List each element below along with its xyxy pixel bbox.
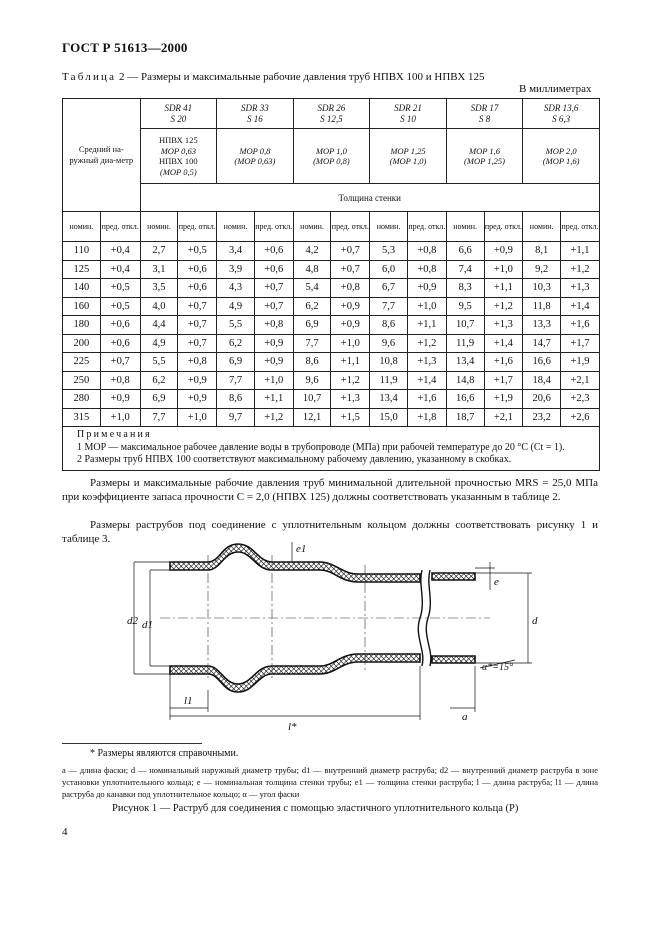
table-cell: +1,0 <box>408 297 447 316</box>
document-header: ГОСТ Р 51613—2000 <box>62 40 188 55</box>
table-cell: 3,1 <box>140 260 178 279</box>
page-number: 4 <box>62 826 68 838</box>
col-nominal: номин. <box>370 212 408 242</box>
table-cell: 9,2 <box>523 260 561 279</box>
mop-line: MOP 2,0 <box>545 145 577 156</box>
table-cell: 6,6 <box>446 242 484 261</box>
label-a: a <box>462 711 468 723</box>
table-cell: +0,6 <box>100 316 140 335</box>
table-cell: 9,7 <box>217 408 255 427</box>
table-cell: +0,7 <box>331 242 370 261</box>
mop-line: НПВХ 100 <box>158 156 198 166</box>
table-cell: +1,2 <box>484 297 523 316</box>
mop-header-5 <box>523 129 600 184</box>
table-cell: +1,0 <box>331 334 370 353</box>
table-row <box>63 242 600 261</box>
table-cell: +1,4 <box>484 334 523 353</box>
mop-line: (MOP 1,6) <box>542 156 580 166</box>
table-cell: +0,8 <box>408 260 447 279</box>
socket-wall-bottom <box>170 654 420 692</box>
table-cell: +1,3 <box>331 390 370 409</box>
table-cell: 250 <box>63 371 101 390</box>
table-cell: 140 <box>63 279 101 298</box>
table-caption-text: 2 — Размеры и максимальные рабочие давления труб НПВХ 100 и НПВХ 125 <box>116 71 485 83</box>
col-nominal: номин. <box>63 212 101 242</box>
table-cell: 4,3 <box>217 279 255 298</box>
table-row <box>63 408 600 427</box>
table-cell: 7,7 <box>293 334 331 353</box>
table-cell: +0,8 <box>178 353 217 372</box>
table-cell: +2,6 <box>561 408 600 427</box>
mop-line: (MOP 0,63) <box>234 156 276 166</box>
table-cell: +0,9 <box>331 316 370 335</box>
table-cell: 5,3 <box>370 242 408 261</box>
footnote: * Размеры являются справочными. <box>90 748 239 759</box>
s-value: S 8 <box>478 113 491 124</box>
table-cell: +1,6 <box>484 353 523 372</box>
figure-legend: a — длина фаски; d — номинальный наружный диаметр трубы; d1 — внутренний диаметр раструба; d2 — внутренний диаметр раструба в зоне установки уплотнительного кольца; e — номинальная толщина стенки трубы; e1 — толщина стенки раструба; l — длина раструба; l1 — длина раструба до канавки под уплотнительное кольцо; α — угол фаски <box>62 765 598 799</box>
table-cell: +1,7 <box>484 371 523 390</box>
table-cell: 16,6 <box>523 353 561 372</box>
units-label: В миллиметрах <box>519 83 592 95</box>
label-e1: e1 <box>296 543 307 555</box>
table-row <box>63 279 600 298</box>
mop-line: MOP 1,25 <box>390 145 426 156</box>
table-cell: +1,6 <box>561 316 600 335</box>
table-cell: +0,7 <box>254 297 293 316</box>
table-cell: +0,8 <box>331 279 370 298</box>
table-cell: 18,7 <box>446 408 484 427</box>
table-cell: +0,9 <box>254 334 293 353</box>
table-cell: +0,8 <box>100 371 140 390</box>
table-cell: +1,1 <box>484 279 523 298</box>
table-cell: +1,1 <box>254 390 293 409</box>
mop-line: (MOP 1,0) <box>389 156 427 166</box>
table-cell: 10,8 <box>370 353 408 372</box>
table-cell: +0,6 <box>254 242 293 261</box>
table-cell: 180 <box>63 316 101 335</box>
mop-line: MOP 0,63 <box>160 145 196 156</box>
table-cell: +1,0 <box>254 371 293 390</box>
table-cell: 315 <box>63 408 101 427</box>
table-cell: +1,1 <box>408 316 447 335</box>
table-cell: 7,7 <box>370 297 408 316</box>
table-cell: +1,1 <box>561 242 600 261</box>
table-cell: +1,4 <box>561 297 600 316</box>
mop-header-3 <box>370 129 447 184</box>
table-cell: 4,0 <box>140 297 178 316</box>
s-value: S 10 <box>400 113 416 124</box>
table-row <box>63 297 600 316</box>
table-cell: 160 <box>63 297 101 316</box>
table-row <box>63 390 600 409</box>
table-cell: 8,6 <box>370 316 408 335</box>
sdr-header-1 <box>217 99 294 129</box>
table-cell: +0,5 <box>100 297 140 316</box>
mop-line: MOP 0,8 <box>239 145 271 156</box>
table-cell: 13,4 <box>370 390 408 409</box>
label-alpha: α*=15° <box>482 662 513 673</box>
table-cell: 8,6 <box>217 390 255 409</box>
table-cell: +0,9 <box>331 297 370 316</box>
table-cell: 4,9 <box>140 334 178 353</box>
table-cell: 225 <box>63 353 101 372</box>
table-cell: +2,1 <box>561 371 600 390</box>
mop-header-row <box>63 129 600 184</box>
sdr-value: SDR 41 <box>164 102 193 113</box>
table-cell: +0,7 <box>254 279 293 298</box>
table-cell: 10,7 <box>446 316 484 335</box>
sdr-header-row <box>63 99 600 129</box>
table-cell: 4,8 <box>293 260 331 279</box>
table-cell: +0,9 <box>178 371 217 390</box>
table-cell: 8,3 <box>446 279 484 298</box>
table-row <box>63 316 600 335</box>
table-cell: 125 <box>63 260 101 279</box>
table-cell: 6,9 <box>293 316 331 335</box>
table-cell: 3,5 <box>140 279 178 298</box>
table-cell: 200 <box>63 334 101 353</box>
mop-header-1 <box>217 129 294 184</box>
table-cell: 13,4 <box>446 353 484 372</box>
table-cell: 110 <box>63 242 101 261</box>
table-cell: +0,7 <box>331 260 370 279</box>
table-cell: 18,4 <box>523 371 561 390</box>
table-cell: +0,9 <box>484 242 523 261</box>
paragraph-1: Размеры и максимальные рабочие давления труб минимальной длительной прочностью MRS = 25,0 МПа при коэффициенте запаса прочности C = 2,0 (НПВХ 125) должны соответствовать указанным в таблице 2. <box>62 477 598 503</box>
table-cell: +1,6 <box>408 390 447 409</box>
table-cell: 14,7 <box>523 334 561 353</box>
table-cell: +0,6 <box>100 334 140 353</box>
pipe-wall-bottom <box>432 656 475 663</box>
sdr-header-0 <box>140 99 217 129</box>
wall-thickness-header: Толщина стенки <box>140 184 599 212</box>
table-cell: 6,9 <box>140 390 178 409</box>
notes-title: Примечания <box>77 429 152 440</box>
table-cell: 9,5 <box>446 297 484 316</box>
label-d2: d2 <box>127 615 138 627</box>
table-cell: 2,7 <box>140 242 178 261</box>
table-cell: +1,0 <box>100 408 140 427</box>
table-cell: 20,6 <box>523 390 561 409</box>
table-caption-prefix: Таблица <box>62 71 117 83</box>
label-d1: d1 <box>142 619 153 631</box>
table-cell: +1,9 <box>561 353 600 372</box>
col-nominal: номин. <box>293 212 331 242</box>
table-cell: 4,2 <box>293 242 331 261</box>
s-value: S 20 <box>170 113 187 124</box>
table-cell: 16,6 <box>446 390 484 409</box>
col-nominal: номин. <box>217 212 255 242</box>
table-cell: +1,2 <box>331 371 370 390</box>
column-subheader-row <box>63 212 600 242</box>
table-cell: +0,6 <box>254 260 293 279</box>
label-d: d <box>532 615 538 627</box>
table-notes <box>62 427 600 471</box>
table-cell: 11,8 <box>523 297 561 316</box>
table-cell: 15,0 <box>370 408 408 427</box>
table-row <box>63 353 600 372</box>
label-l1: l1 <box>184 695 193 707</box>
col-tolerance: пред. откл. <box>100 212 140 242</box>
table-cell: 5,5 <box>140 353 178 372</box>
table-caption <box>62 71 485 83</box>
table-cell: +0,8 <box>408 242 447 261</box>
table-cell: +2,1 <box>484 408 523 427</box>
col-nominal: номин. <box>523 212 561 242</box>
paragraph-2: Размеры раструбов под соединение с уплотнительным кольцом должны соответствовать рисунку 1 и таблице 3. <box>62 519 598 545</box>
table-cell: +0,9 <box>178 390 217 409</box>
table-cell: +0,5 <box>100 279 140 298</box>
s-value: S 6,3 <box>552 113 571 124</box>
table-cell: 23,2 <box>523 408 561 427</box>
table-cell: +1,2 <box>254 408 293 427</box>
sdr-header-2 <box>293 99 370 129</box>
label-l: l* <box>288 721 297 733</box>
table-cell: 6,9 <box>217 353 255 372</box>
table-cell: +1,3 <box>484 316 523 335</box>
table-cell: +0,7 <box>100 353 140 372</box>
sdr-value: SDR 13,6 <box>543 102 579 113</box>
table-cell: +0,4 <box>100 242 140 261</box>
table-row <box>63 334 600 353</box>
mop-line: (MOP 0,8) <box>313 156 350 166</box>
table-cell: 7,7 <box>217 371 255 390</box>
table-cell: +0,4 <box>100 260 140 279</box>
table-cell: 7,4 <box>446 260 484 279</box>
outer-diameter-header: Средний на-ружный диа-метр <box>63 99 141 212</box>
table-cell: 8,6 <box>293 353 331 372</box>
mop-line: MOP 1,6 <box>469 145 501 156</box>
table-cell: +1,3 <box>561 279 600 298</box>
table-cell: 9,6 <box>293 371 331 390</box>
table-cell: 8,1 <box>523 242 561 261</box>
mop-line: (MOP 1,25) <box>464 156 505 166</box>
table-cell: 9,6 <box>370 334 408 353</box>
col-tolerance: пред. откл. <box>331 212 370 242</box>
socket-wall-top <box>170 544 420 582</box>
col-tolerance: пред. откл. <box>484 212 523 242</box>
footnote-divider <box>62 743 202 744</box>
sdr-value: SDR 26 <box>317 102 346 113</box>
table-cell: 6,7 <box>370 279 408 298</box>
col-tolerance: пред. откл. <box>178 212 217 242</box>
table-cell: 13,3 <box>523 316 561 335</box>
table-cell: 6,2 <box>293 297 331 316</box>
table-cell: 10,3 <box>523 279 561 298</box>
table-cell: 6,2 <box>140 371 178 390</box>
table-cell: +1,2 <box>561 260 600 279</box>
table-cell: +0,5 <box>178 242 217 261</box>
mop-line: (MOP 0,5) <box>159 166 197 177</box>
sdr-header-3 <box>370 99 447 129</box>
table-cell: +0,9 <box>254 353 293 372</box>
table-cell: +0,9 <box>100 390 140 409</box>
table-cell: +0,8 <box>254 316 293 335</box>
table-cell: 14,8 <box>446 371 484 390</box>
table-cell: +1,0 <box>484 260 523 279</box>
table-cell: +1,4 <box>408 371 447 390</box>
sdr-value: SDR 21 <box>394 102 422 113</box>
table-cell: +0,7 <box>178 334 217 353</box>
table-cell: +0,6 <box>178 279 217 298</box>
table-cell: 6,0 <box>370 260 408 279</box>
table-cell: 5,4 <box>293 279 331 298</box>
mop-header-4 <box>446 129 523 184</box>
col-tolerance: пред. откл. <box>408 212 447 242</box>
table-cell: +2,3 <box>561 390 600 409</box>
table-cell: +0,7 <box>178 297 217 316</box>
table-cell: 3,9 <box>217 260 255 279</box>
table-cell: 280 <box>63 390 101 409</box>
table-cell: +0,6 <box>178 260 217 279</box>
table-cell: +0,7 <box>178 316 217 335</box>
col-nominal: номин. <box>446 212 484 242</box>
table-cell: +1,1 <box>331 353 370 372</box>
note-1: 1 MOP — максимальное рабочее давление воды в трубопроводе (МПа) при рабочей температуре до 20 °С (Сt = 1). <box>77 441 565 453</box>
table-cell: 10,7 <box>293 390 331 409</box>
table-cell: 5,5 <box>217 316 255 335</box>
table-cell: +1,7 <box>561 334 600 353</box>
table-cell: +1,8 <box>408 408 447 427</box>
col-tolerance: пред. откл. <box>561 212 600 242</box>
table-row <box>63 371 600 390</box>
table-cell: 11,9 <box>446 334 484 353</box>
table-cell: 7,7 <box>140 408 178 427</box>
sdr-header-5 <box>523 99 600 129</box>
table-cell: 12,1 <box>293 408 331 427</box>
mop-header-0 <box>140 129 217 184</box>
col-nominal: номин. <box>140 212 178 242</box>
pipe-dimensions-table <box>62 98 600 427</box>
sdr-header-4 <box>446 99 523 129</box>
table-cell: +1,9 <box>484 390 523 409</box>
table-cell: 3,4 <box>217 242 255 261</box>
sdr-value: SDR 33 <box>240 102 269 113</box>
table-cell: +1,5 <box>331 408 370 427</box>
figure-caption: Рисунок 1 — Раструб для соединения с помощью эластичного уплотнительного кольца (Р) <box>112 803 519 814</box>
wall-thickness-row <box>63 184 600 212</box>
s-value: S 16 <box>246 113 263 124</box>
label-e: e <box>494 576 499 588</box>
table-cell: 6,2 <box>217 334 255 353</box>
note-2: 2 Размеры труб НПВХ 100 соответствуют максимальному рабочему давлению, указанному в скобках. <box>77 454 512 465</box>
sdr-value: SDR 17 <box>470 102 499 113</box>
table-row <box>63 260 600 279</box>
table-cell: +1,2 <box>408 334 447 353</box>
table-cell: 4,9 <box>217 297 255 316</box>
mop-header-2 <box>293 129 370 184</box>
table-cell: 4,4 <box>140 316 178 335</box>
s-value: S 12,5 <box>320 113 343 124</box>
col-tolerance: пред. откл. <box>254 212 293 242</box>
mop-line: MOP 1,0 <box>315 145 347 156</box>
mop-line: НПВХ 125 <box>158 135 198 145</box>
table-cell: +1,3 <box>408 353 447 372</box>
table-cell: 11,9 <box>370 371 408 390</box>
table-cell: +1,0 <box>178 408 217 427</box>
pipe-wall-top <box>432 573 475 580</box>
table-cell: +0,9 <box>408 279 447 298</box>
socket-drawing <box>120 540 560 740</box>
